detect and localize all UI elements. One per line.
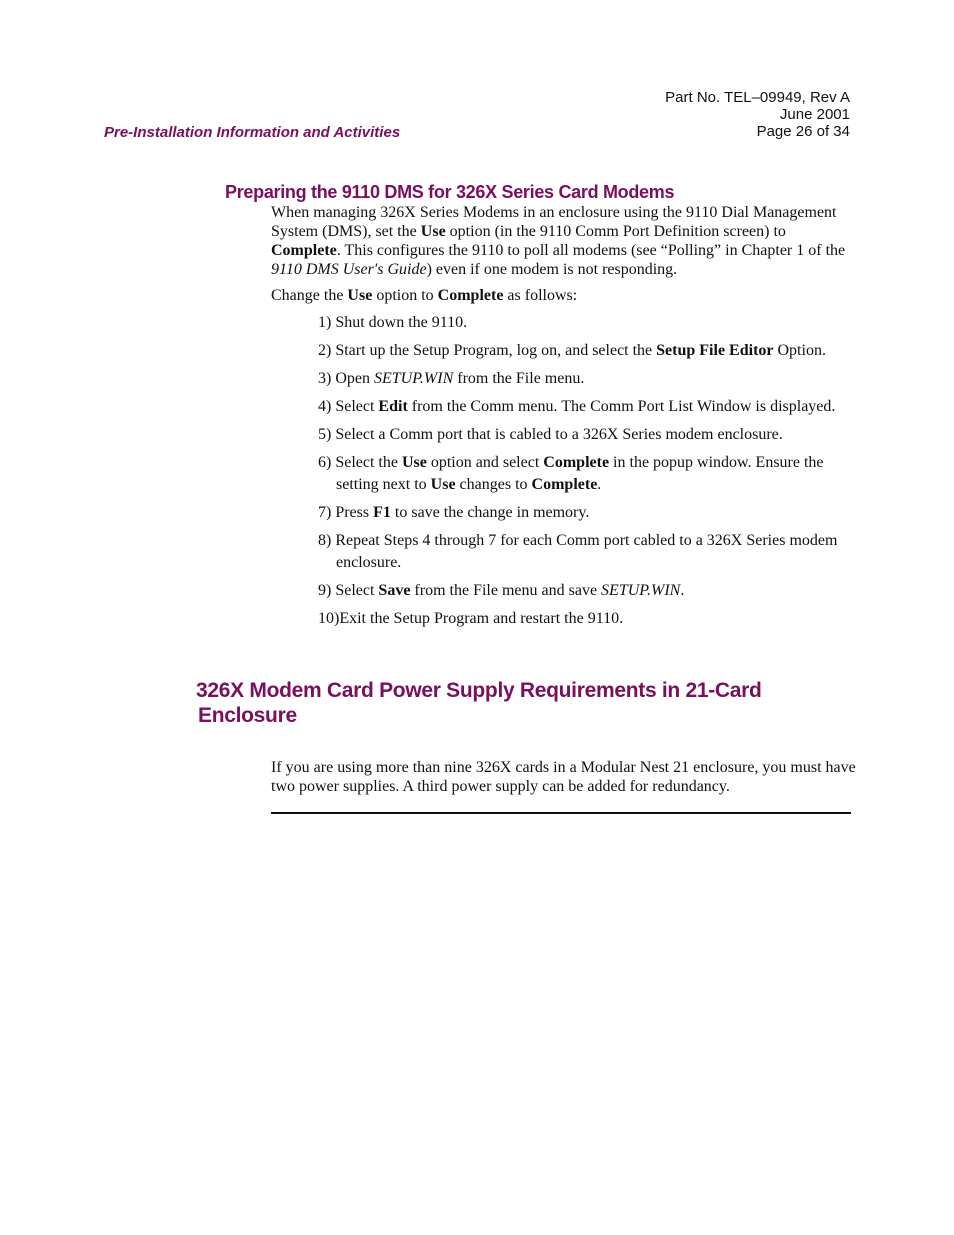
text-run: . This configures the 9110 to poll all modems (see “Polling” in Chapter 1 of the (336, 242, 846, 259)
text-run: 7) Press (318, 504, 374, 521)
heading-line-2: Enclosure (198, 704, 297, 727)
bold-term: Use (401, 454, 427, 471)
text-run: 9) Select (318, 582, 379, 599)
text-run: from the File menu. (453, 370, 585, 387)
procedure-step-7 (318, 502, 848, 524)
bold-term: Save (378, 582, 411, 599)
text-run: Change the (271, 287, 348, 304)
bold-term: Use (347, 287, 373, 304)
power-supply-paragraph: If you are using more than nine 326X cards in a Modular Nest 21 enclosure, you must have two power supplies. A third power supply can be added for redundancy. (271, 759, 856, 795)
section-end-rule (271, 812, 851, 814)
text-run: 2) Start up the Setup Program, log on, and select the (318, 342, 657, 359)
text-run: as follows: (503, 287, 578, 304)
text-run: ) even if one modem is not responding. (426, 261, 678, 278)
bold-term: Complete (531, 476, 598, 493)
procedure-step-6 (318, 452, 848, 496)
text-run: . (680, 582, 685, 599)
page-header-info (665, 89, 850, 140)
bold-term: Use (420, 223, 446, 240)
text-run: Option. (773, 342, 826, 359)
procedure-step-5 (318, 424, 848, 446)
bold-term: F1 (373, 504, 391, 521)
bold-term: Complete (543, 454, 610, 471)
italic-term: SETUP.WIN (373, 370, 454, 387)
procedure-step-8 (318, 530, 848, 574)
text-run: from the Comm menu. The Comm Port List Window is displayed. (407, 398, 836, 415)
text-run: from the File menu and save (410, 582, 602, 599)
text-run: option and select (426, 454, 544, 471)
change-use-paragraph (271, 286, 856, 305)
italic-term: 9110 DMS User's Guide (271, 261, 427, 278)
bold-term: Use (430, 476, 456, 493)
procedure-step-2 (318, 340, 848, 362)
text-run: option to (372, 287, 438, 304)
procedure-steps-list (318, 312, 848, 636)
text-run: option (in the 9110 Comm Port Definition screen) to (445, 223, 786, 240)
text-run: 6) Select the (318, 454, 402, 471)
text-run: 1) Shut down the 9110. (318, 314, 468, 331)
text-run: changes to (455, 476, 532, 493)
section-heading-power-supply (196, 678, 816, 728)
procedure-step-10 (318, 608, 848, 630)
text-run: in the popup window. Ensure the setting next to (336, 454, 824, 493)
text-run: . (597, 476, 602, 493)
bold-term: Edit (378, 398, 408, 415)
procedure-step-4 (318, 396, 848, 418)
page-number: Page 26 of 34 (756, 123, 850, 140)
text-run: 10)Exit the Setup Program and restart the 9110. (318, 610, 624, 627)
procedure-step-3 (318, 368, 848, 390)
intro-paragraph (271, 203, 856, 279)
procedure-step-9 (318, 580, 848, 602)
doc-date: June 2001 (779, 106, 850, 123)
text-run: When managing 326X Series Modems in an enclosure using the 9110 Dial Management System (DMS), set the (271, 204, 837, 240)
section-heading-preparing-dms: Preparing the 9110 DMS for 326X Series Card Modems (225, 182, 675, 202)
bold-term: Setup File Editor (656, 342, 774, 359)
procedure-step-1 (318, 312, 848, 334)
bold-term: Complete (271, 242, 337, 259)
bold-term: Complete (437, 287, 504, 304)
text-run: 4) Select (318, 398, 379, 415)
text-run: 8) Repeat Steps 4 through 7 for each Comm port cabled to a 326X Series modem enclosure. (318, 532, 838, 571)
text-run: 3) Open (318, 370, 374, 387)
text-run: to save the change in memory. (390, 504, 590, 521)
heading-line-1: 326X Modem Card Power Supply Requirements in 21-Card (196, 679, 762, 702)
italic-term: SETUP.WIN (601, 582, 681, 599)
text-run: 5) Select a Comm port that is cabled to a 326X Series modem enclosure. (318, 426, 783, 443)
part-number: Part No. TEL–09949, Rev A (665, 89, 850, 106)
running-section-title: Pre-Installation Information and Activities (104, 124, 401, 141)
